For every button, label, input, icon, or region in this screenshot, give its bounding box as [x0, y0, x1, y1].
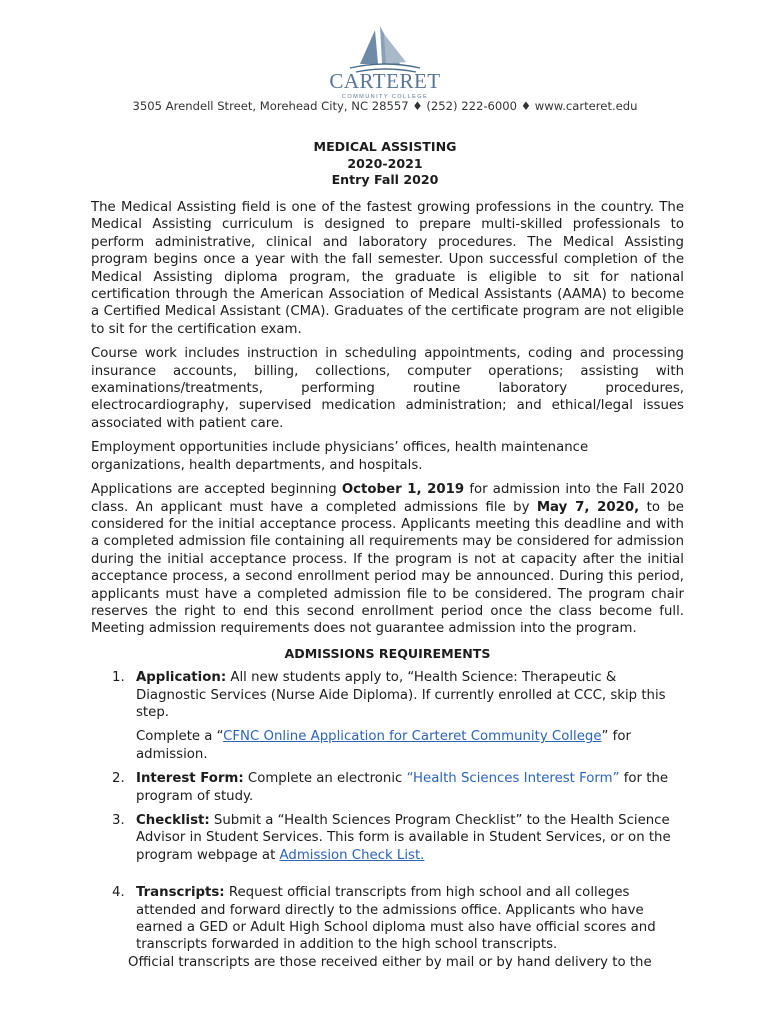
application-start-date: October 1, 2019 [341, 482, 465, 498]
applications-text-a: Applications are accepted beginning [91, 482, 342, 498]
list-item [91, 812, 684, 864]
interest-form-link[interactable]: “Health Sciences Interest Form” [406, 771, 620, 787]
document-title [0, 139, 770, 189]
cfnc-application-link[interactable]: CFNC Online Application for Carteret Community College [223, 729, 602, 745]
college-name: CARTERET [329, 69, 441, 93]
sub-text-b: ” for admission. [136, 729, 631, 762]
item-number: 3. [112, 813, 125, 828]
title-year: 2020-2021 [347, 155, 423, 171]
applications-paragraph [91, 481, 684, 638]
list-item [91, 669, 684, 763]
intro-paragraph: The Medical Assisting field is one of the fastest growing professions in the country. The Medical Assisting curriculum is designed to prepare multi-skilled professionals to perform administrative, clinical and laboratory procedures. The Medical Assisting program begins once a year with the fall semester. Upon successful completion of the Medical Assisting diploma program, the graduate is eligible to sit for national certification through the American Association of Medical Assistants (AAMA) to become a Certified Medical Assistant (CMA). Graduates of the certificate program are not eligible to sit for the certification exam. [91, 200, 684, 337]
sub-text-a: Complete a “ [136, 729, 224, 745]
item-number: 4. [112, 885, 125, 901]
application-deadline: May 7, 2020, [536, 499, 640, 515]
sailboat-icon [350, 26, 420, 72]
item-text: Complete an electronic [243, 771, 407, 787]
item-label: Transcripts: [136, 885, 225, 901]
applications-text-b: for admission into the Fall 2020 class. An applicant must have a completed admissions file by [91, 482, 684, 515]
employment-paragraph: Employment opportunities include physicians’ offices, health maintenance organizations, health departments, and hospitals. [91, 440, 589, 473]
title-program: MEDICAL ASSISTING [313, 139, 457, 154]
admissions-heading: ADMISSIONS REQUIREMENTS [284, 645, 491, 661]
item-number: 1. [112, 670, 125, 686]
item-label: Application: [136, 670, 227, 686]
item-label: Interest Form: [136, 771, 244, 787]
list-item [91, 770, 684, 805]
list-item [91, 884, 684, 954]
document-body [91, 199, 684, 971]
college-subtitle: COMMUNITY COLLEGE [341, 94, 429, 100]
admission-checklist-link[interactable]: Admission Check List. [279, 847, 425, 863]
item-label: Checklist: [136, 813, 210, 828]
item-text: Request official transcripts from high school and all colleges attended and forward directly to the admissions office. Applicants who have earned a GED or Adult High School diploma must also have official scores and transcripts forwarded in addition to the high school transcripts. [136, 885, 656, 953]
transcripts-continued: Official transcripts are those received either by mail or by hand delivery to the [128, 954, 652, 970]
item-text-end: for the program of study. [136, 771, 669, 804]
college-address: 3505 Arendell Street, Morehead City, NC 28557 ♦ (252) 222-6000 ♦ www.carteret.edu [132, 99, 638, 113]
item-number: 2. [112, 771, 125, 787]
admissions-list [91, 669, 684, 954]
title-entry: Entry Fall 2020 [331, 172, 439, 187]
item-subparagraph [136, 728, 684, 763]
item-text: Submit a “Health Sciences Program Checklist” to the Health Science Advisor in Student Services. This form is available in Student Services, or on the program webpage at [136, 813, 671, 863]
coursework-paragraph: Course work includes instruction in scheduling appointments, coding and processing insurance accounts, billing, collections, computer operations; assisting with examinations/treatments, performing routine laboratory procedures, electrocardiography, supervised medication administration; and ethical/legal issues associated with patient care. [91, 346, 684, 431]
item-text: All new students apply to, “Health Science: Therapeutic & Diagnostic Services (Nurse Aide Diploma). If currently enrolled at CCC, skip this step. [136, 670, 666, 720]
carteret-logo [320, 22, 450, 107]
applications-text-c: to be considered for the initial acceptance process. Applicants meeting this deadline and with a completed admission file containing all requirements may be considered for admission during the initial acceptance process. If the program is not at capacity after the initial acceptance process, a second enrollment period may be announced. During this period, applicants must have a completed admission file to be considered. The program chair reserves the right to end this second enrollment period once the class become full. Meeting admission requirements does not guarantee admission into the program. [91, 499, 684, 637]
